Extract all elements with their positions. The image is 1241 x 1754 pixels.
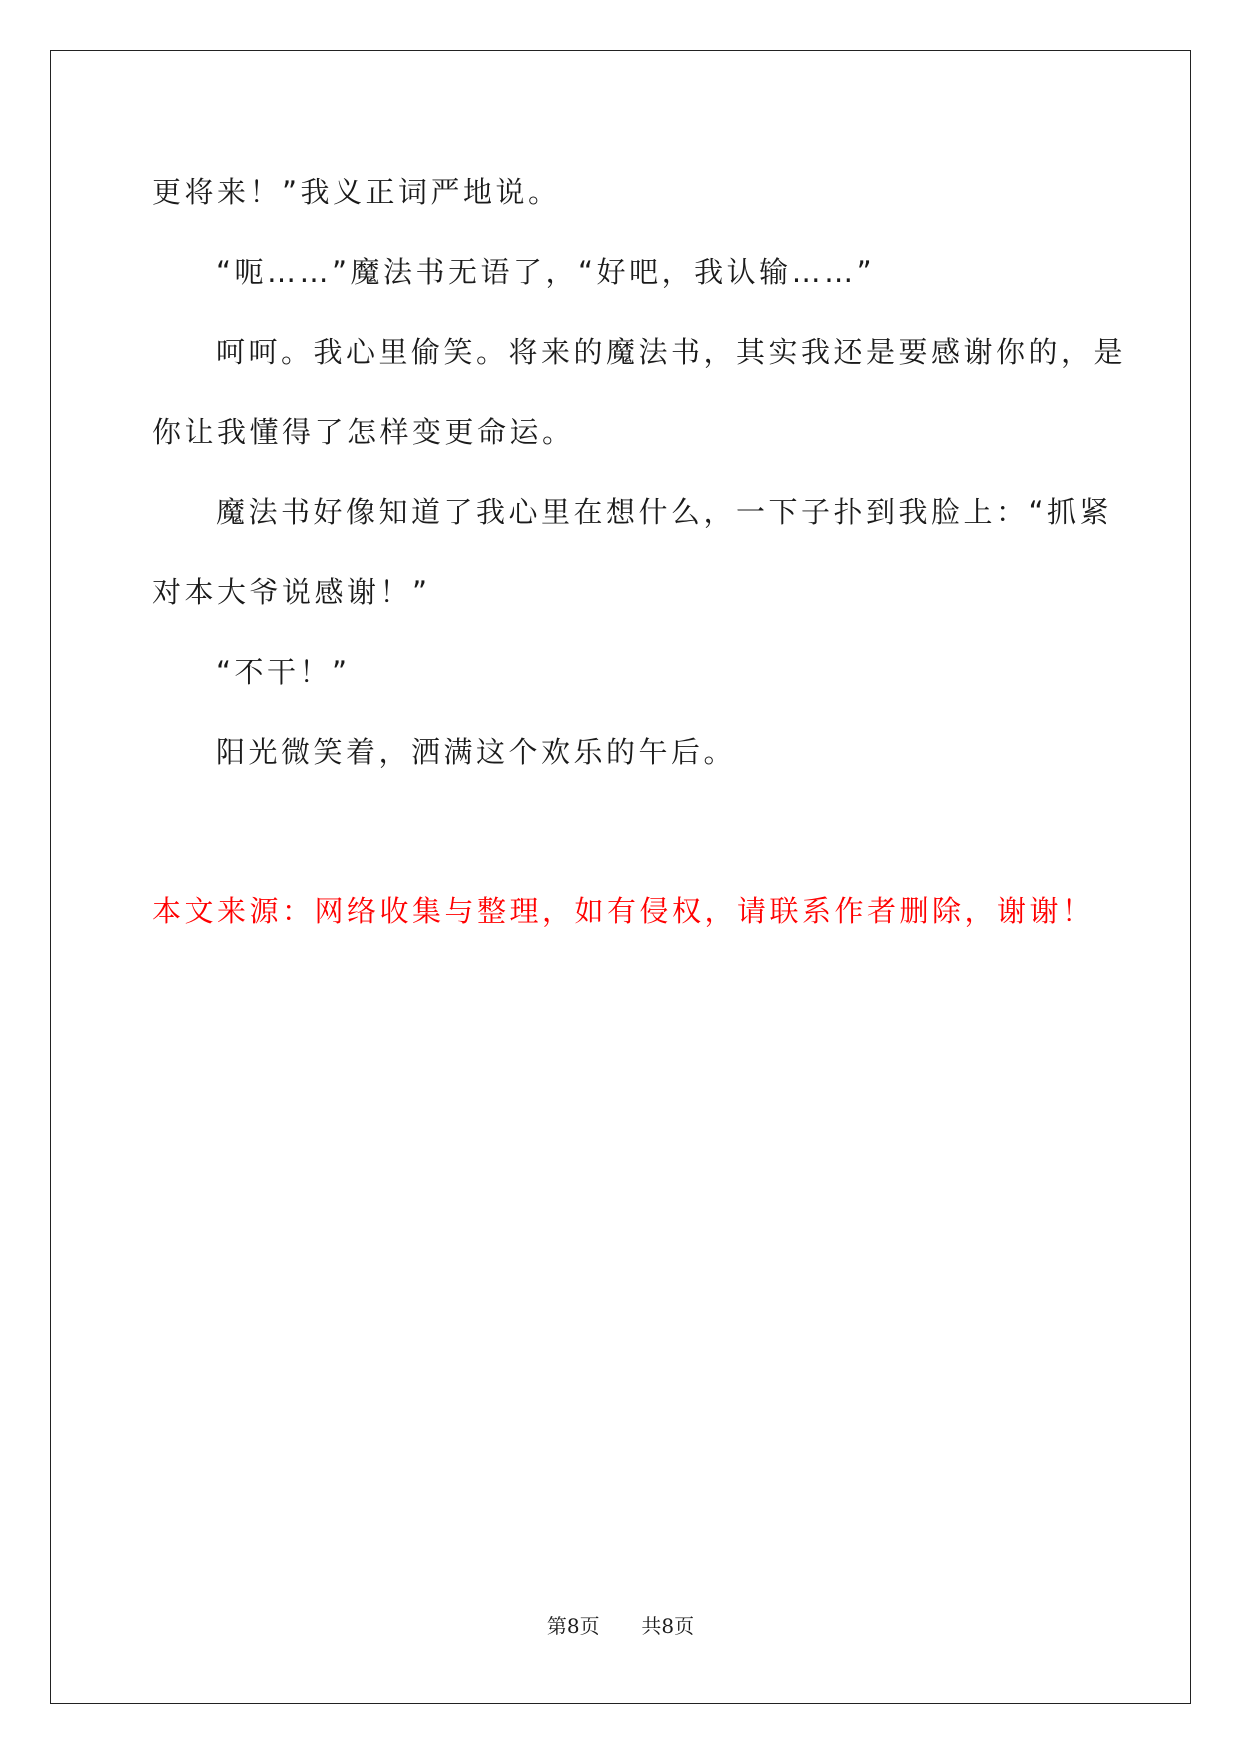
paragraph-line: 更将来！”我义正词严地说。 bbox=[152, 175, 561, 209]
paragraph-line: “呃……”魔法书无语了，“好吧，我认输……” bbox=[216, 255, 876, 289]
paragraph-line: 呵呵。我心里偷笑。将来的魔法书，其实我还是要感谢你的，是 bbox=[216, 335, 1127, 369]
source-note: 本文来源：网络收集与整理，如有侵权，请联系作者删除，谢谢！ bbox=[152, 894, 1095, 928]
paragraph-line: 对本大爷说感谢！” bbox=[152, 575, 431, 609]
paragraph-line: “不干！” bbox=[216, 655, 351, 689]
page-total: 共8页 bbox=[641, 1614, 695, 1638]
paragraph-line: 阳光微笑着，洒满这个欢乐的午后。 bbox=[216, 735, 737, 769]
paragraph-line: 你让我懂得了怎样变更命运。 bbox=[152, 415, 575, 449]
page-footer bbox=[0, 1610, 1241, 1639]
paragraph-line: 魔法书好像知道了我心里在想什么，一下子扑到我脸上：“抓紧 bbox=[216, 495, 1113, 529]
page-number: 第8页 bbox=[546, 1614, 600, 1638]
page-border bbox=[50, 50, 1191, 1704]
